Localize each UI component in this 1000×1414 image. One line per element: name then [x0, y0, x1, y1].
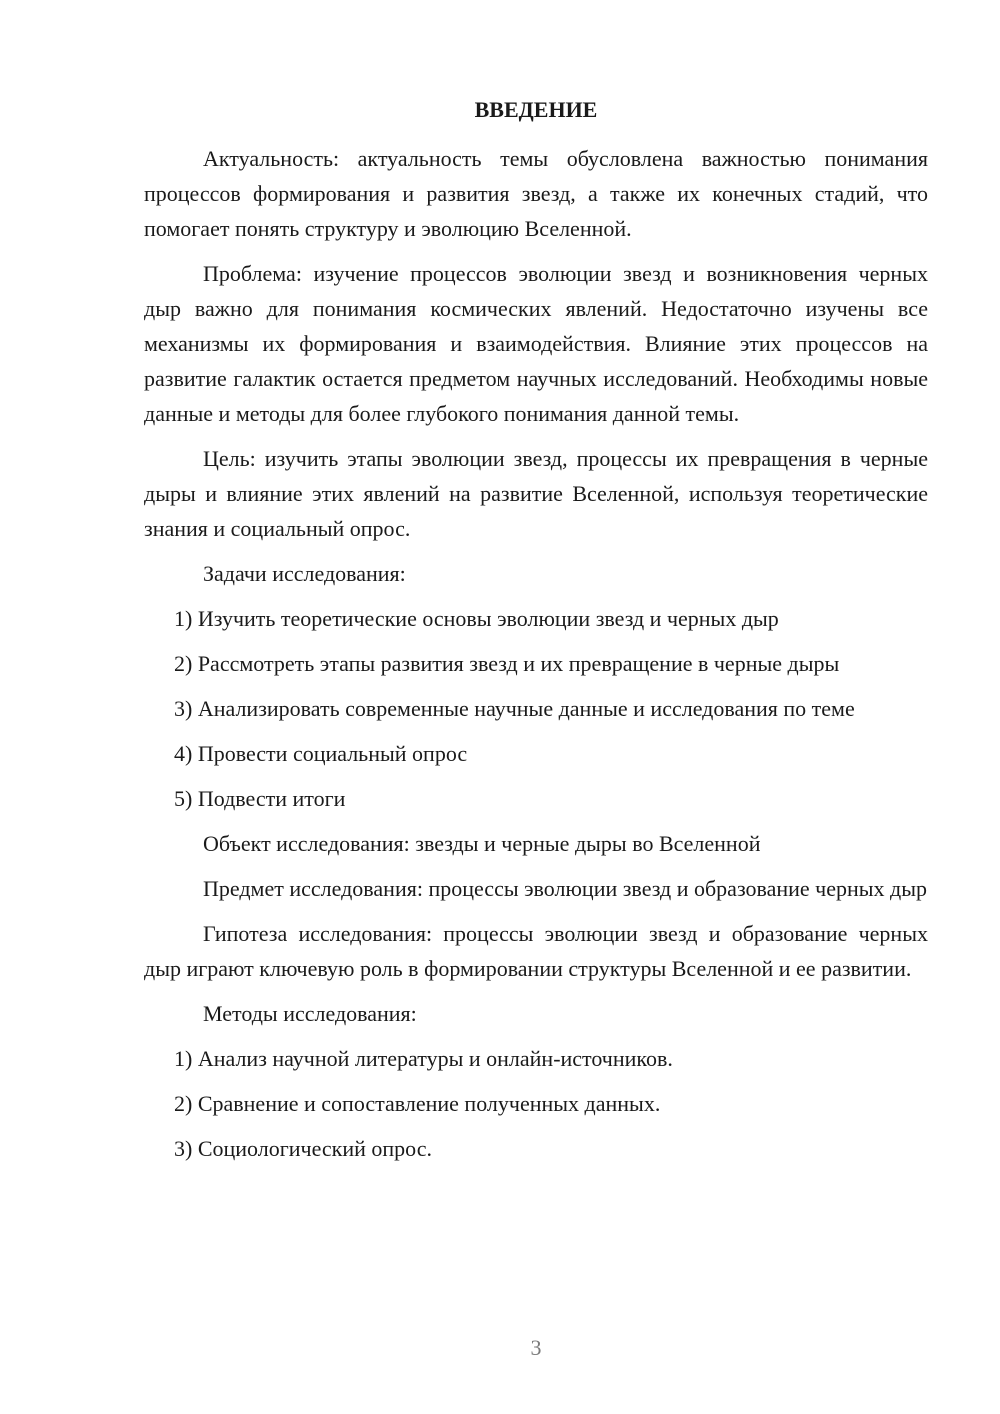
page-number: 3	[530, 1335, 542, 1360]
page-title: ВВЕДЕНИЕ	[474, 97, 598, 122]
object-paragraph: Объект исследования: звезды и черные дыры во Вселенной	[203, 831, 761, 856]
document-page	[144, 92, 928, 1176]
goal-paragraph: Цель: изучить этапы эволюции звезд, процессы их превращения в черные дыры и влияние этих явлений на развитие Вселенной, используя теоретические знания и социальный опрос.	[144, 446, 928, 541]
method-item-3: 3) Социологический опрос.	[174, 1136, 432, 1161]
relevance-paragraph: Актуальность: актуальность темы обусловлена важностью понимания процессов формирования и развития звезд, а также их конечных стадий, что помогает понять структуру и эволюцию Вселенной.	[144, 146, 928, 241]
task-item-5: 5) Подвести итоги	[174, 786, 346, 811]
task-item-4: 4) Провести социальный опрос	[174, 741, 468, 766]
task-item-3: 3) Анализировать современные научные данные и исследования по теме	[174, 696, 855, 721]
method-item-1: 1) Анализ научной литературы и онлайн-источников.	[174, 1046, 673, 1071]
hypothesis-paragraph: Гипотеза исследования: процессы эволюции звезд и образование черных дыр играют ключевую роль в формировании структуры Вселенной и ее развитии.	[144, 921, 928, 981]
tasks-heading: Задачи исследования:	[203, 561, 406, 586]
methods-heading: Методы исследования:	[203, 1001, 417, 1026]
task-item-1: 1) Изучить теоретические основы эволюции звезд и черных дыр	[174, 606, 779, 631]
method-item-2: 2) Сравнение и сопоставление полученных данных.	[174, 1091, 661, 1116]
subject-paragraph: Предмет исследования: процессы эволюции звезд и образование черных дыр	[203, 876, 928, 901]
task-item-2: 2) Рассмотреть этапы развития звезд и их превращение в черные дыры	[174, 651, 840, 676]
problem-paragraph: Проблема: изучение процессов эволюции звезд и возникновения черных дыр важно для понимания космических явлений. Недостаточно изучены все механизмы их формирования и взаимодействия. Влияние этих процессов на развитие галактик остается предметом научных исследований. Необходимы новые данные и методы для более глубокого понимания данной темы.	[144, 261, 928, 426]
